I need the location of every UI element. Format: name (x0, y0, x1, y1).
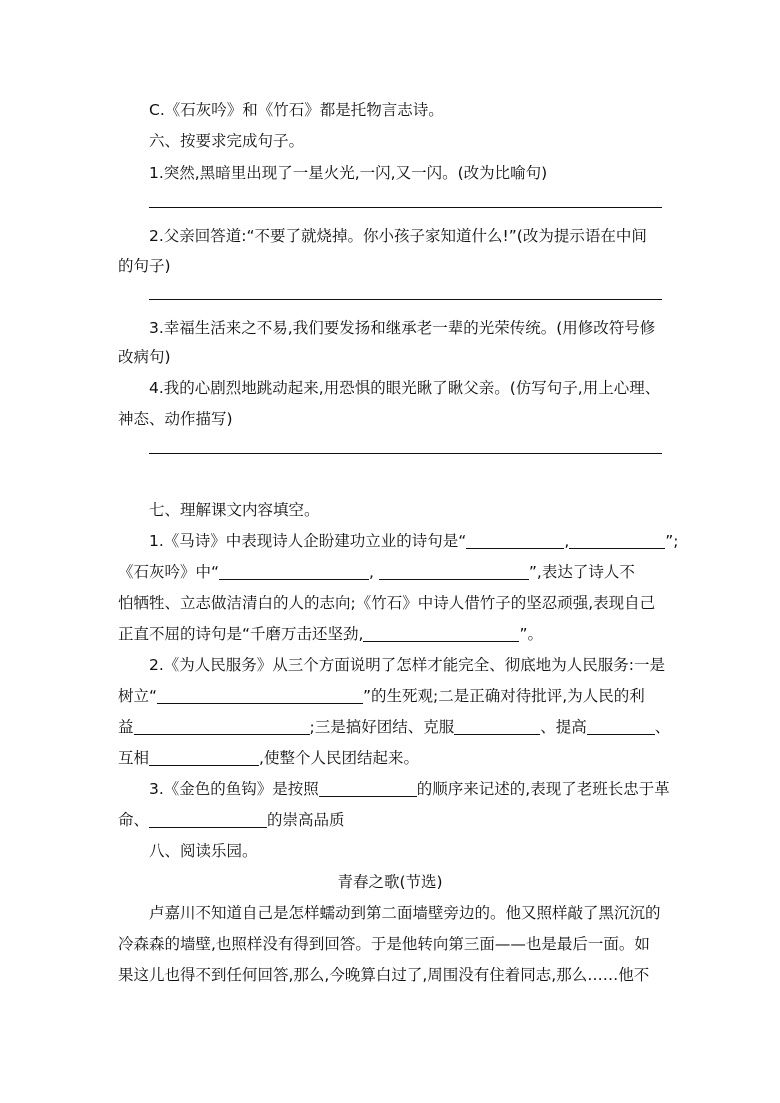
blank[interactable] (157, 687, 363, 704)
blank[interactable] (219, 563, 369, 580)
blank[interactable] (587, 718, 655, 735)
question-7-1-line2: 《石灰吟》中“ , ”,表达了诗人不 (118, 563, 635, 581)
answer-line[interactable] (149, 299, 662, 300)
answer-line[interactable] (149, 453, 662, 454)
blank[interactable] (454, 718, 540, 735)
question-6-4-line2: 神态、动作描写) (118, 410, 233, 428)
question-7-2-line3: 益 ;三是搞好团结、克服 、提高 、 (118, 718, 671, 736)
blank[interactable] (149, 811, 267, 828)
section-8-title: 八、阅读乐园。 (149, 842, 258, 860)
blank[interactable] (319, 780, 417, 797)
blank[interactable] (134, 718, 310, 735)
blank[interactable] (363, 625, 519, 642)
question-6-1: 1.突然,黑暗里出现了一星火光,一闪,又一闪。(改为比喻句) (149, 164, 548, 182)
section-7-title: 七、理解课文内容填空。 (149, 501, 320, 519)
answer-line[interactable] (149, 207, 662, 208)
question-6-3-line2: 改病句) (118, 348, 171, 366)
reading-paragraph-line3: 果这儿也得不到任何回答,那么,今晚算白过了,周围没有住着同志,那么……他不 (118, 966, 650, 984)
question-6-3-line1: 3.幸福生活来之不易,我们要发扬和继承老一辈的光荣传统。(用修改符号修 (149, 319, 656, 337)
blank[interactable] (379, 563, 529, 580)
option-c: C.《石灰吟》和《竹石》都是托物言志诗。 (149, 101, 444, 119)
question-7-2-line2: 树立“ ”的生死观;二是正确对待批评,为人民的利 (118, 687, 645, 705)
question-7-3-line2: 命、 的崇高品质 (118, 811, 345, 829)
question-7-1-line1: 1.《马诗》中表现诗人企盼建功立业的诗句是“ , ”; (149, 532, 679, 550)
blank[interactable] (569, 532, 665, 549)
question-7-1-line3: 怕牺牲、立志做洁清白的人的志向;《竹石》中诗人借竹子的坚忍顽强,表现自己 (118, 594, 656, 612)
question-6-2-line2: 的句子) (118, 257, 171, 275)
blank[interactable] (466, 532, 564, 549)
reading-paragraph-line2: 冷森森的墙壁,也照样没有得到回答。于是他转向第三面——也是最后一面。如 (118, 935, 650, 953)
question-7-2-line1: 2.《为人民服务》从三个方面说明了怎样才能完全、彻底地为人民服务:一是 (149, 656, 666, 674)
section-6-title: 六、按要求完成句子。 (149, 132, 305, 150)
question-7-2-line4: 互相 ,使整个人民团结起来。 (118, 749, 419, 767)
question-6-4-line1: 4.我的心剧烈地跳动起来,用恐惧的眼光瞅了瞅父亲。(仿写句子,用上心理、 (149, 379, 661, 397)
question-7-1-line4: 正直不屈的诗句是“千磨万击还坚劲, ”。 (118, 625, 543, 643)
reading-paragraph-line1: 卢嘉川不知道自己是怎样蠕动到第二面墙壁旁边的。他又照样敲了黑沉沉的 (149, 904, 661, 922)
question-7-3-line1: 3.《金色的鱼钩》是按照 的顺序来记述的,表现了老班长忠于革 (149, 780, 670, 798)
question-6-2-line1: 2.父亲回答道:“不要了就烧掉。你小孩子家知道什么!”(改为提示语在中间 (149, 227, 647, 245)
reading-title: 青春之歌(节选) (337, 873, 443, 891)
blank[interactable] (149, 749, 259, 766)
